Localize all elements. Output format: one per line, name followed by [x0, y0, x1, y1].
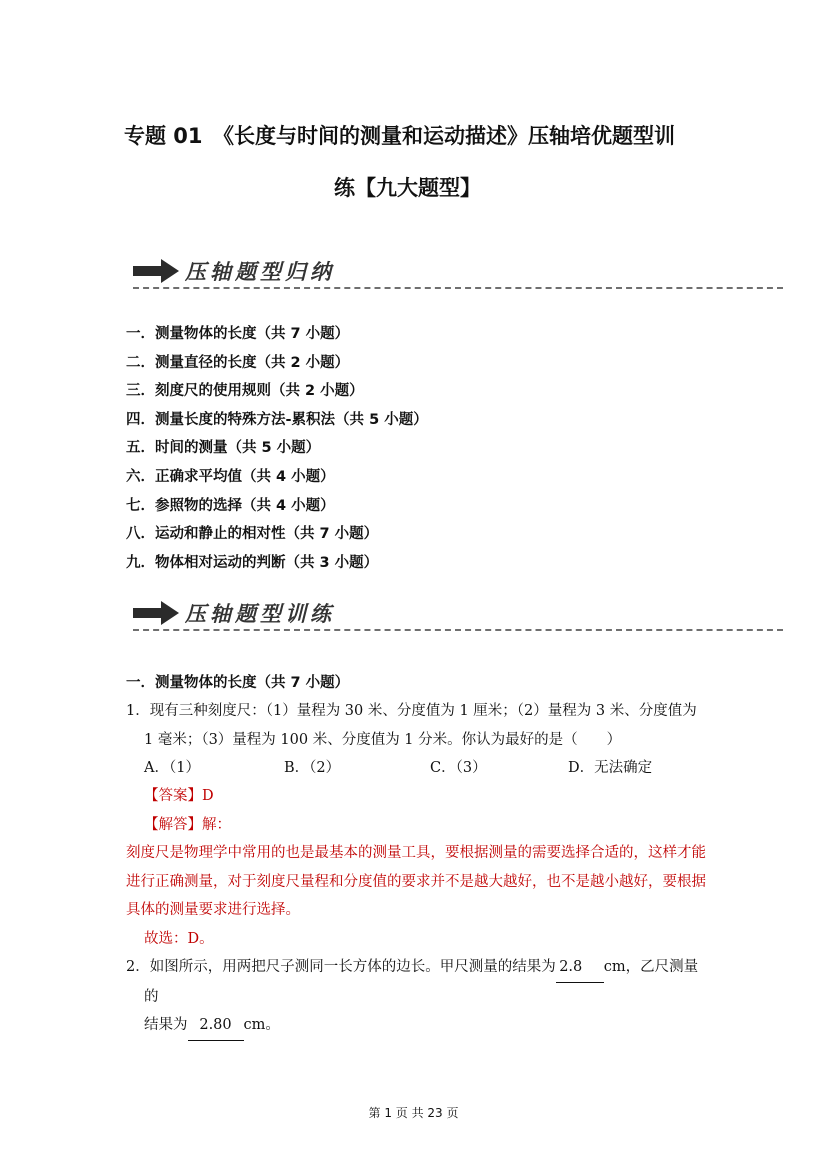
analysis-prefix: 解：	[202, 816, 231, 833]
topic-item: 六．正确求平均值（共 4 小题）	[126, 468, 335, 485]
topic-item: 九．物体相对运动的判断（共 3 小题）	[126, 554, 379, 571]
answer-line	[144, 782, 706, 811]
analysis-line	[144, 811, 706, 840]
conclusion-text: 故选：D。	[144, 930, 214, 947]
arrow-icon	[133, 259, 179, 283]
page-title-line-1: 专题 01 《长度与时间的测量和运动描述》压轴培优题型训	[124, 124, 676, 148]
q2-text-d: cm。	[243, 1017, 280, 1033]
banner-title: 压轴题型训练	[185, 601, 335, 626]
section-banner-training	[133, 597, 783, 637]
question-content	[126, 669, 706, 1041]
option-a: A．（1）	[144, 760, 200, 776]
analysis-label: 【解答】	[144, 816, 202, 833]
page-footer: 第 1 页 共 23 页	[368, 1106, 459, 1120]
topic-item: 四．测量长度的特殊方法-累积法（共 5 小题）	[126, 411, 428, 428]
option-d: D．无法确定	[568, 760, 653, 776]
q2-blank-2: 2.80	[188, 1011, 244, 1041]
topic-item: 二．测量直径的长度（共 2 小题）	[126, 354, 350, 371]
option-c: C．（3）	[430, 760, 487, 776]
question-1-stem: 1．现有三种刻度尺：（1）量程为 30 米、分度值为 1 厘米；（2）量程为 3 米、分度值为 1 毫米；（3）量程为 100 米、分度值为 1 分米。你认为最好的是（ ）	[126, 703, 697, 748]
q2-text-b: cm，乙尺测量的	[144, 959, 699, 1005]
section-banner-summary	[133, 255, 783, 295]
page-title-line-2: 练【九大题型】	[334, 176, 481, 200]
question-2-stem	[126, 953, 706, 1011]
banner-title: 压轴题型归纳	[185, 259, 335, 284]
topic-item: 三．刻度尺的使用规则（共 2 小题）	[126, 383, 364, 400]
question-1-options	[144, 754, 706, 782]
topic-item: 一．测量物体的长度（共 7 小题）	[126, 326, 350, 342]
explanation-text: 刻度尺是物理学中常用的也是最基本的测量工具，要根据测量的需要选择合适的，这样才能进行正确测量，对于刻度尺量程和分度值的要求并不是越大越好，也不是越小越好，要根据具体的测量要求进行选择。	[126, 845, 706, 918]
option-b: B．（2）	[284, 760, 341, 776]
section-heading: 一．测量物体的长度（共 7 小题）	[126, 675, 350, 691]
q2-text-a: 2．如图所示，用两把尺子测同一长方体的边长。甲尺测量的结果为	[126, 959, 556, 975]
topic-item: 八．运动和静止的相对性（共 7 小题）	[126, 526, 379, 543]
arrow-icon	[133, 601, 179, 625]
answer-label: 【答案】	[144, 788, 202, 804]
q2-text-c: 结果为	[144, 1017, 188, 1033]
divider	[133, 629, 783, 631]
divider	[133, 287, 783, 289]
question-2-stem-cont	[144, 1011, 706, 1041]
topic-item: 五．时间的测量（共 5 小题）	[126, 440, 321, 457]
topic-list	[126, 320, 428, 577]
answer-value: D	[202, 788, 214, 804]
topic-item: 七．参照物的选择（共 4 小题）	[126, 497, 335, 514]
q2-blank-1: 2.8	[556, 953, 604, 983]
